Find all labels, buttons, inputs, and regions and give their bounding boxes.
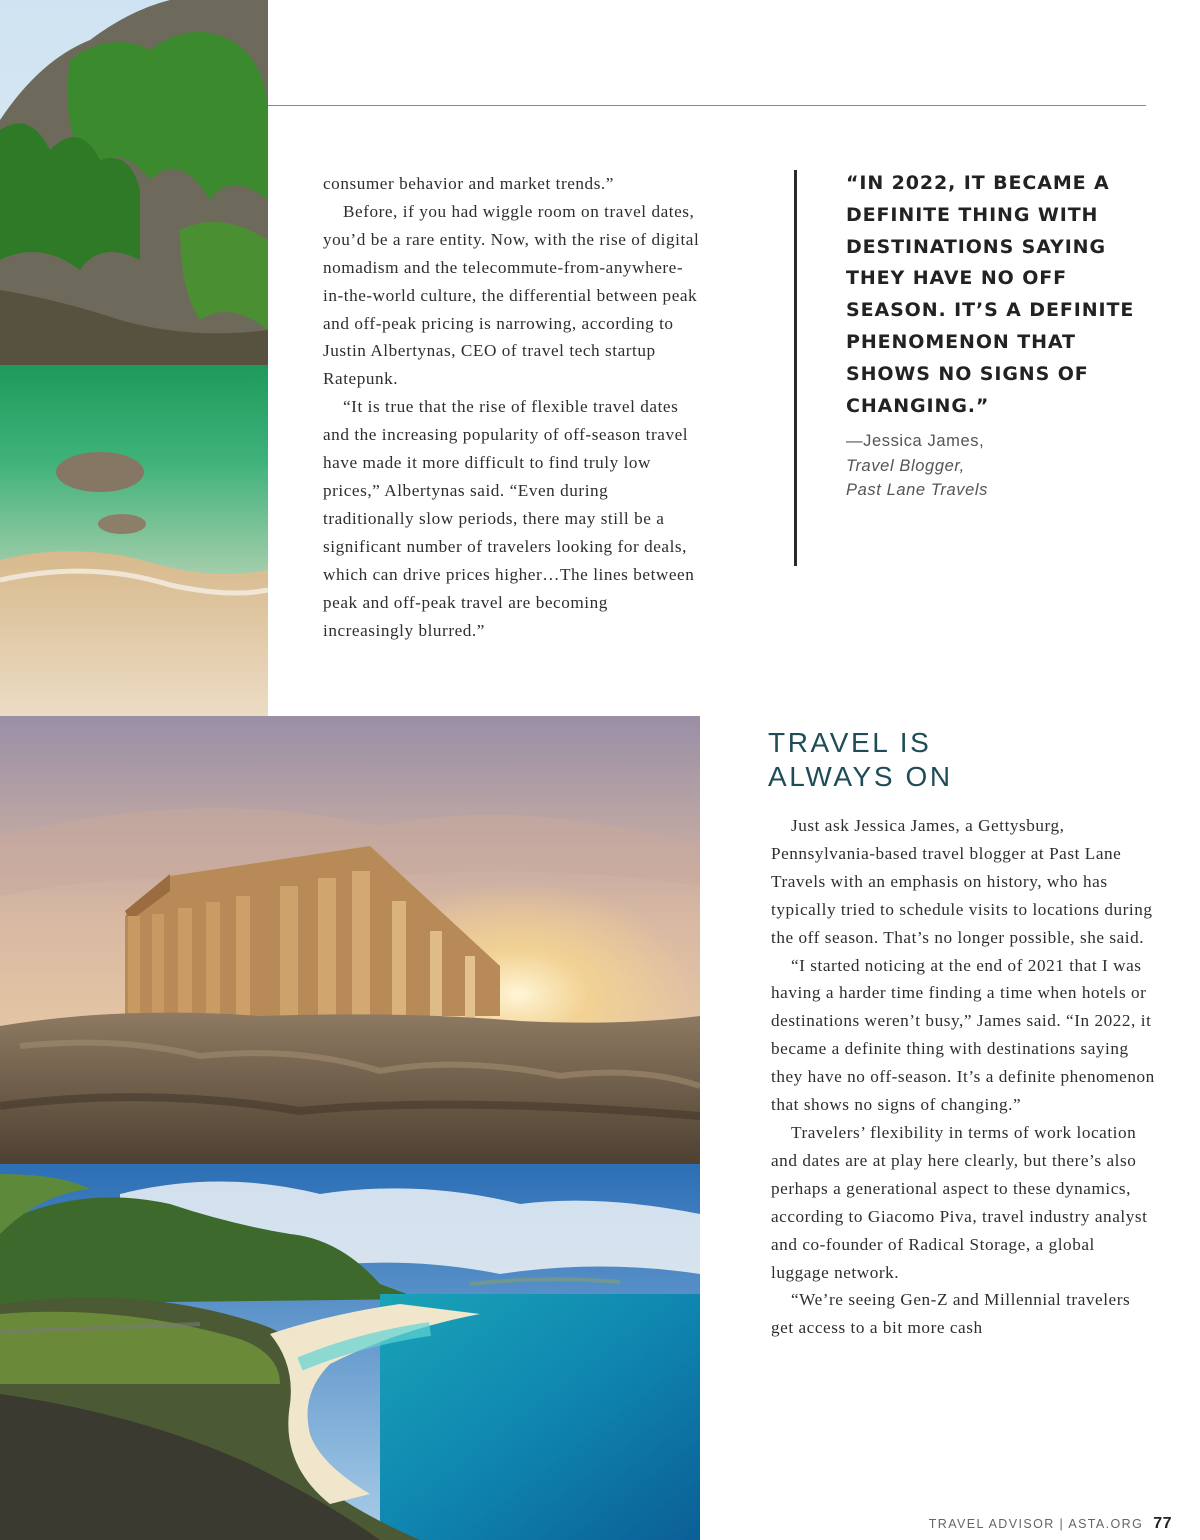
attribution-org: Past Lane Travels	[846, 481, 988, 499]
paragraph: “It is true that the rise of flexible travel dates and the increasing popularity of off-season travel have made it more difficult to find truly low prices,” Albertynas said. “Even during traditionally slow periods, there may still be a significant number of travelers looking for deals, which can drive prices higher…The lines between peak and off-peak travel are becoming increasingly blurred.”	[323, 397, 695, 640]
page-number: 77	[1153, 1515, 1172, 1532]
pull-quote: “IN 2022, IT BECAME A DEFINITE THING WITH DESTINATIONS SAYING THEY HAVE NO OFF SEASON. IT’S A DEFINITE PHENOMENON THAT SHOWS NO SIGNS OF CHANGING.”	[846, 172, 1135, 417]
attribution-title: Travel Blogger,	[846, 456, 965, 475]
pull-quote-attribution	[846, 429, 1146, 503]
paragraph: “We’re seeing Gen-Z and Millennial travelers get access to a bit more cash	[771, 1290, 1131, 1338]
tropical-island-photo	[0, 0, 268, 716]
section-heading-line-2: ALWAYS ON	[768, 760, 953, 792]
paragraph: Before, if you had wiggle room on travel dates, you’d be a rare entity. Now, with the rise of digital nomadism and the telecommute-from-anywhere-in-the-world culture, the differential between peak and off-peak pricing is narrowing, according to Justin Albertynas, CEO of travel tech startup Ratepunk.	[323, 201, 700, 389]
parthenon-photo	[0, 716, 700, 1164]
top-rule	[268, 105, 1146, 106]
tropical-coast-photo	[0, 1164, 700, 1540]
left-column	[323, 170, 703, 644]
pull-quote-bar	[794, 170, 797, 566]
page-footer	[929, 1515, 1172, 1533]
attribution-name: —Jessica James,	[846, 432, 985, 450]
section-heading-line-1: TRAVEL IS	[768, 727, 932, 758]
paragraph: Just ask Jessica James, a Gettysburg, Pennsylvania-based travel blogger at Past Lane Travels with an emphasis on history, who has typically tried to schedule visits to locations during the off season. That’s no longer possible, she said.	[771, 816, 1153, 947]
footer-publication: TRAVEL ADVISOR | ASTA.ORG	[928, 1517, 1144, 1531]
section-heading	[768, 726, 1148, 793]
paragraph: Travelers’ flexibility in terms of work location and dates are at play here clearly, but there’s also perhaps a generational aspect to these dynamics, according to Giacomo Piva, travel industry analyst and co-founder of Radical Storage, a global luggage network.	[771, 1122, 1148, 1282]
paragraph: “I started noticing at the end of 2021 that I was having a harder time finding a time when hotels or destinations weren’t busy,” James said. “In 2022, it became a definite thing with destinations saying they have no off-season. It’s a definite phenomenon that shows no signs of changing.”	[771, 955, 1155, 1115]
right-column	[771, 812, 1156, 1342]
paragraph: consumer behavior and market trends.”	[323, 174, 614, 193]
